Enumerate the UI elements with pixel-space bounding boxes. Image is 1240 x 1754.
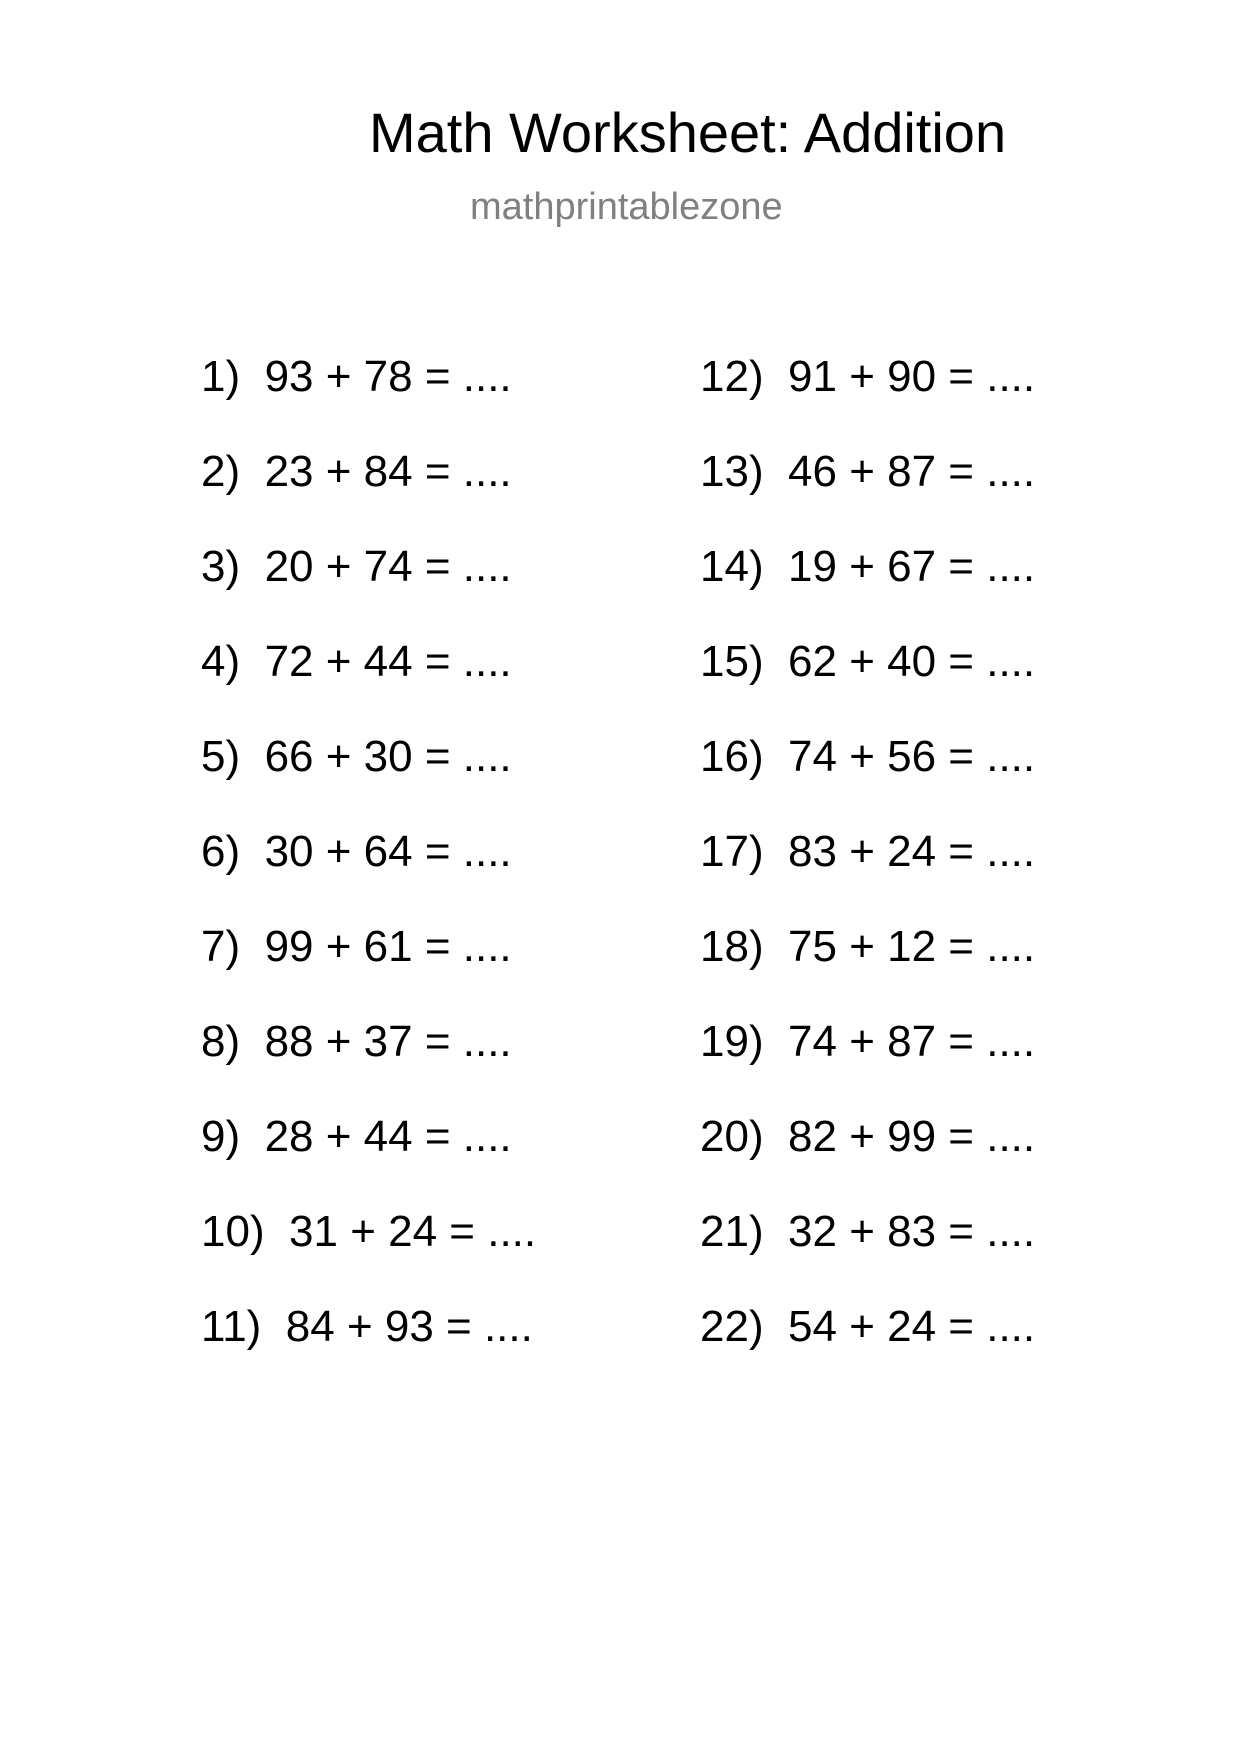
problem-1: 1) 93 + 78 = .... [201,352,512,401]
problem-17: 17) 83 + 24 = .... [700,827,1036,876]
problem-18: 18) 75 + 12 = .... [700,922,1036,971]
worksheet-title: Math Worksheet: Addition [369,101,1007,164]
problem-14: 14) 19 + 67 = .... [700,542,1036,591]
problem-6: 6) 30 + 64 = .... [201,827,512,876]
problem-11: 11) 84 + 93 = .... [201,1302,533,1351]
problem-10: 10) 31 + 24 = .... [201,1207,537,1256]
problem-20: 20) 82 + 99 = .... [700,1112,1036,1161]
problem-3: 3) 20 + 74 = .... [201,542,512,591]
problem-16: 16) 74 + 56 = .... [700,732,1036,781]
problem-8: 8) 88 + 37 = .... [201,1017,512,1066]
problem-5: 5) 66 + 30 = .... [201,732,512,781]
problem-4: 4) 72 + 44 = .... [201,637,512,686]
problem-12: 12) 91 + 90 = .... [700,352,1036,401]
problem-22: 22) 54 + 24 = .... [700,1302,1036,1351]
problem-15: 15) 62 + 40 = .... [700,637,1036,686]
problem-7: 7) 99 + 61 = .... [201,922,512,971]
problem-2: 2) 23 + 84 = .... [201,447,512,496]
worksheet-source: mathprintablezone [470,186,783,228]
problem-9: 9) 28 + 44 = .... [201,1112,512,1161]
problem-column-left [201,352,536,1397]
problem-21: 21) 32 + 83 = .... [700,1207,1036,1256]
problem-13: 13) 46 + 87 = .... [700,447,1036,496]
problem-19: 19) 74 + 87 = .... [700,1017,1036,1066]
problem-column-right [700,352,1035,1397]
